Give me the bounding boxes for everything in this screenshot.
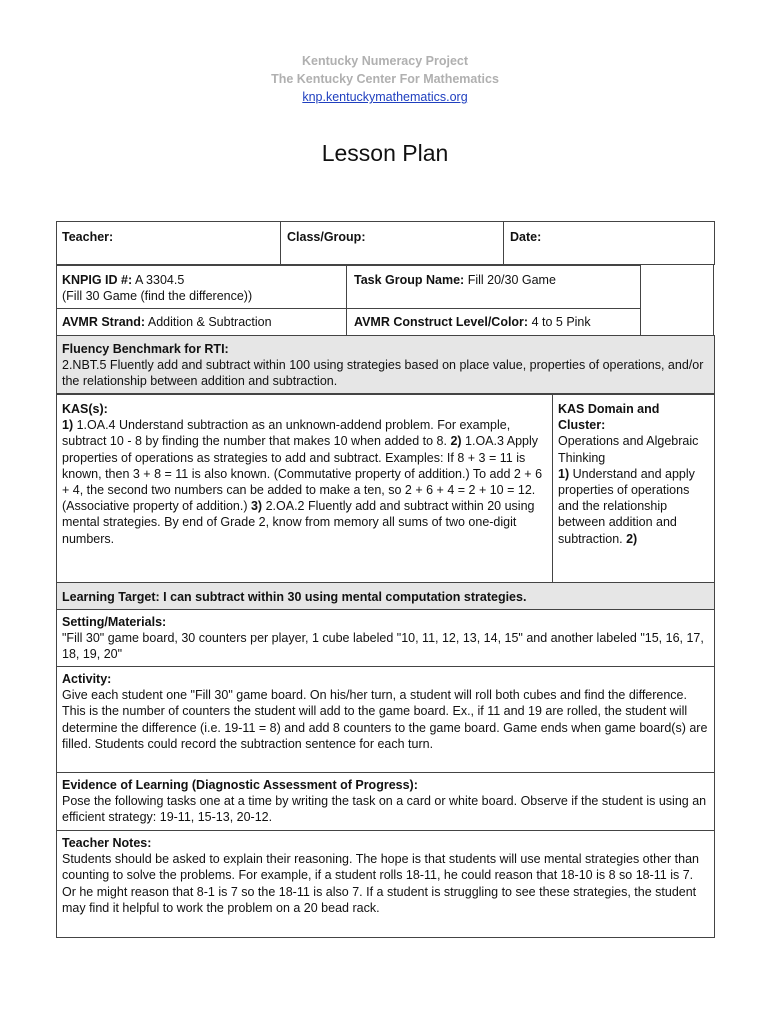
evidence-label: Evidence of Learning (Diagnostic Assessment of Progress):	[62, 778, 418, 792]
kas-number-2: 2)	[450, 434, 462, 449]
kas-domain-number-2: 2)	[626, 531, 638, 546]
page-title: Lesson Plan	[321, 140, 449, 166]
kas-domain-label: KAS Domain and Cluster:	[558, 402, 660, 433]
avmr-strand	[62, 314, 342, 330]
website-link-row	[0, 88, 770, 106]
fluency-text: 2.NBT.5 Fluently add and subtract within 100 using strategies based on place value, properties of operations, and/or the relationship between addition and subtraction.	[62, 358, 704, 389]
website-link[interactable]: knp.kentuckymathematics.org	[302, 90, 468, 104]
kas-standard-3: 2.OA.2 Fluently add and subtract within 20 using mental strategies. By end of Grade 2, know from memory all sums of two one-digit numbers.	[62, 499, 535, 546]
evidence-text: Pose the following tasks one at a time by writing the task on a card or white board. Observe if the student is using an efficient strategy: 19-11, 15-13, 20-12.	[62, 794, 707, 825]
avmr-construct	[354, 314, 638, 330]
kas-domain-cluster: Understand and apply properties of operations and the relationship between addition and subtraction.	[558, 466, 695, 546]
fluency-label: Fluency Benchmark for RTI:	[62, 342, 229, 356]
task-group	[354, 272, 638, 288]
center-name: The Kentucky Center For Mathematics	[271, 72, 499, 86]
kas-text	[62, 401, 548, 547]
project-name: Kentucky Numeracy Project	[301, 54, 469, 68]
kas-domain-number-1: 1)	[558, 466, 570, 481]
top-row	[56, 221, 715, 265]
kas-number-3: 3)	[250, 499, 263, 514]
teacher-label: Teacher:	[62, 230, 114, 244]
date-label: Date:	[510, 230, 542, 244]
setting-section	[56, 609, 715, 667]
knpig-id	[62, 272, 342, 304]
learning-target: Learning Target: I can subtract within 30 using mental computation strategies.	[56, 582, 715, 610]
teacher-notes-section	[56, 830, 715, 938]
knpig-subtitle: (Fill 30 Game (find the difference))	[62, 289, 253, 304]
evidence-section	[56, 772, 715, 831]
avmr-construct-label: AVMR Construct Level/Color:	[354, 315, 529, 329]
activity-label: Activity:	[62, 672, 112, 686]
setting-label: Setting/Materials:	[62, 615, 167, 629]
divider	[552, 394, 553, 583]
avmr-strand-label: AVMR Strand:	[62, 315, 146, 329]
task-group-value: Fill 20/30 Game	[464, 273, 556, 287]
kas-domain-text: Operations and Algebraic Thinking	[558, 434, 699, 465]
kas-domain	[558, 401, 708, 547]
class-group-label: Class/Group:	[287, 230, 366, 244]
teacher-notes-label: Teacher Notes:	[62, 836, 152, 850]
teacher-notes-text: Students should be asked to explain their reasoning. The hope is that students will use mental strategies other than counting to solve the problems. For example, if a student rolls 18-11, he could reason that 18-10 is 8 so 18-11 is 7. Or he might reason that 8-1 is 7 so the 18-11 is also 7. If a student is struggling to see these strategies, the student may find it helpful to work the problem on a 20 bead rack.	[62, 852, 699, 915]
divider	[713, 265, 714, 336]
divider	[346, 265, 347, 336]
divider	[56, 308, 641, 309]
avmr-construct-value: 4 to 5 Pink	[528, 315, 591, 329]
kas-standard-1: 1.OA.4 Understand subtraction as an unknown-addend problem. For example, subtract 10 - 8 by finding the number that makes 10 when added to 8.	[62, 418, 511, 449]
knpig-value: A 3304.5	[132, 273, 185, 287]
knpig-label: KNPIG ID #:	[62, 273, 133, 287]
activity-section	[56, 666, 715, 773]
kas-standard-2: 1.OA.3 Apply properties of operations as strategies to add and subtract. Examples: If 8 + 3 = 11 is known, then 3 + 8 = 11 is also known. (Commutative property of addition.) To add 2 + 6 + 4, the second two numbers can be added to make a ten, so 2 + 6 + 4 = 2 + 10 = 12. (Associative property of addition.)	[62, 434, 543, 514]
activity-text: Give each student one "Fill 30" game board. On his/her turn, a student will roll both cubes and find the difference. This is the number of counters the student will add to the game board. Ex., if 11 and 19 are rolled, the student will determine the difference (i.e. 19-11 = 8) and add 8 counters to the game board. Game ends when game board(s) are filled. Students could record the subtraction sentence for each turn.	[62, 688, 708, 751]
fluency-section	[56, 335, 715, 394]
kas-label: KAS(s):	[62, 402, 108, 416]
kas-number-1: 1)	[62, 418, 74, 433]
divider	[503, 221, 504, 265]
divider	[280, 221, 281, 265]
task-group-label: Task Group Name:	[354, 273, 465, 287]
setting-text: "Fill 30" game board, 30 counters per player, 1 cube labeled "10, 11, 12, 13, 14, 15" and another labeled "15, 16, 17, 18, 19, 20"	[62, 631, 704, 662]
avmr-strand-value: Addition & Subtraction	[145, 315, 272, 329]
